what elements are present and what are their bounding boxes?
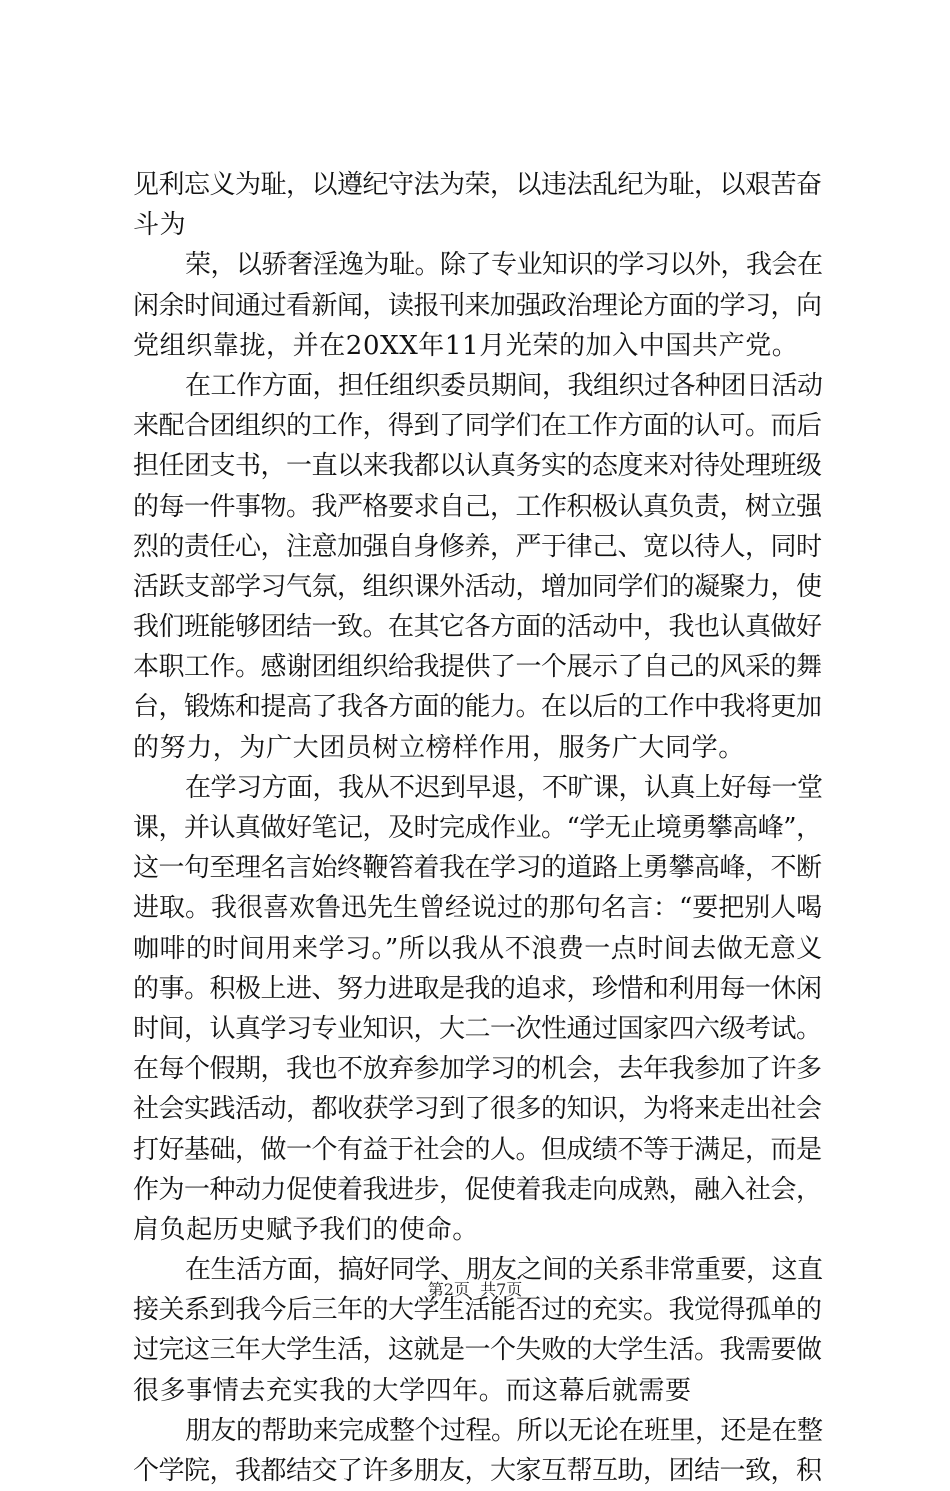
text-line: 闲余时间通过看新闻，读报刊来加强政治理论方面的学习，向 bbox=[133, 290, 822, 321]
page-number: 第2页 共7页 bbox=[427, 1280, 523, 1299]
text-line: 在每个假期，我也不放弃参加学习的机会，去年我参加了许多 bbox=[133, 1054, 822, 1085]
text-line: 本职工作。感谢团组织给我提供了一个展示了自己的风采的舞 bbox=[133, 652, 822, 683]
text-line: 见利忘义为耻，以遵纪守法为荣，以违法乱纪为耻，以艰苦奋 bbox=[133, 170, 822, 200]
text-line: 在学习方面，我从不迟到早退，不旷课，认真上好每一堂 bbox=[185, 772, 823, 803]
text-line: 的努力，为广大团员树立榜样作用，服务广大同学。 bbox=[133, 732, 745, 763]
text-line: 过完这三年大学生活，这就是一个失败的大学生活。我需要做 bbox=[133, 1335, 822, 1366]
text-line: 这一句至理名言始终鞭笞着我在学习的道路上勇攀高峰，不断 bbox=[133, 853, 822, 884]
text-line: 荣，以骄奢淫逸为耻。除了专业知识的学习以外，我会在 bbox=[185, 250, 823, 281]
text-line: 我们班能够团结一致。在其它各方面的活动中，我也认真做好 bbox=[133, 612, 822, 643]
text-line: 作为一种动力促使着我进步，促使着我走向成熟，融入社会， bbox=[133, 1174, 822, 1205]
text-line: 肩负起历史赋予我们的使命。 bbox=[133, 1214, 479, 1245]
text-line: 在生活方面，搞好同学、朋友之间的关系非常重要，这直 bbox=[185, 1255, 823, 1286]
text-line: 在工作方面，担任组织委员期间，我组织过各种团日活动 bbox=[185, 370, 823, 401]
text-line: 课，并认真做好笔记，及时完成作业。“学无止境勇攀高峰”， bbox=[133, 813, 822, 843]
text-line: 的每一件事物。我严格要求自己，工作积极认真负责，树立强 bbox=[133, 491, 822, 522]
text-line: 个学院，我都结交了许多朋友，大家互帮互助，团结一致，积 bbox=[133, 1456, 822, 1486]
text-line: 来配合团组织的工作，得到了同学们在工作方面的认可。而后 bbox=[133, 411, 822, 442]
text-line: 烈的责任心，注意加强自身修养，严于律己、宽以待人，同时 bbox=[133, 531, 822, 562]
text-line: 社会实践活动，都收获学习到了很多的知识，为将来走出社会 bbox=[133, 1094, 822, 1125]
text-line: 进取。我很喜欢鲁迅先生曾经说过的那句名言：“要把别人喝 bbox=[133, 893, 823, 924]
text-line: 很多事情去充实我的大学四年。而这幕后就需要 bbox=[133, 1375, 692, 1406]
text-line: 担任团支书，一直以来我都以认真务实的态度来对待处理班级 bbox=[133, 451, 822, 482]
page-footer bbox=[0, 1280, 950, 1300]
text-line: 打好基础，做一个有益于社会的人。但成绩不等于满足，而是 bbox=[133, 1134, 822, 1165]
text-line: 斗为 bbox=[133, 210, 187, 241]
text-line: 党组织靠拢，并在20XX年11月光荣的加入中国共产党。 bbox=[133, 330, 799, 361]
text-line: 接关系到我今后三年的大学生活能否过的充实。我觉得孤单的 bbox=[133, 1295, 822, 1326]
text-line: 咖啡的时间用来学习。”所以我从不浪费一点时间去做无意义 bbox=[133, 933, 823, 964]
text-line: 的事。积极上进、努力进取是我的追求，珍惜和利用每一休闲 bbox=[133, 973, 822, 1004]
text-line: 台，锻炼和提高了我各方面的能力。在以后的工作中我将更加 bbox=[133, 692, 822, 723]
text-line: 活跃支部学习气氛，组织课外活动，增加同学们的凝聚力，使 bbox=[133, 571, 822, 602]
text-line: 朋友的帮助来完成整个过程。所以无论在班里，还是在整 bbox=[185, 1415, 823, 1446]
text-line: 时间，认真学习专业知识，大二一次性通过国家四六级考试。 bbox=[133, 1013, 822, 1044]
